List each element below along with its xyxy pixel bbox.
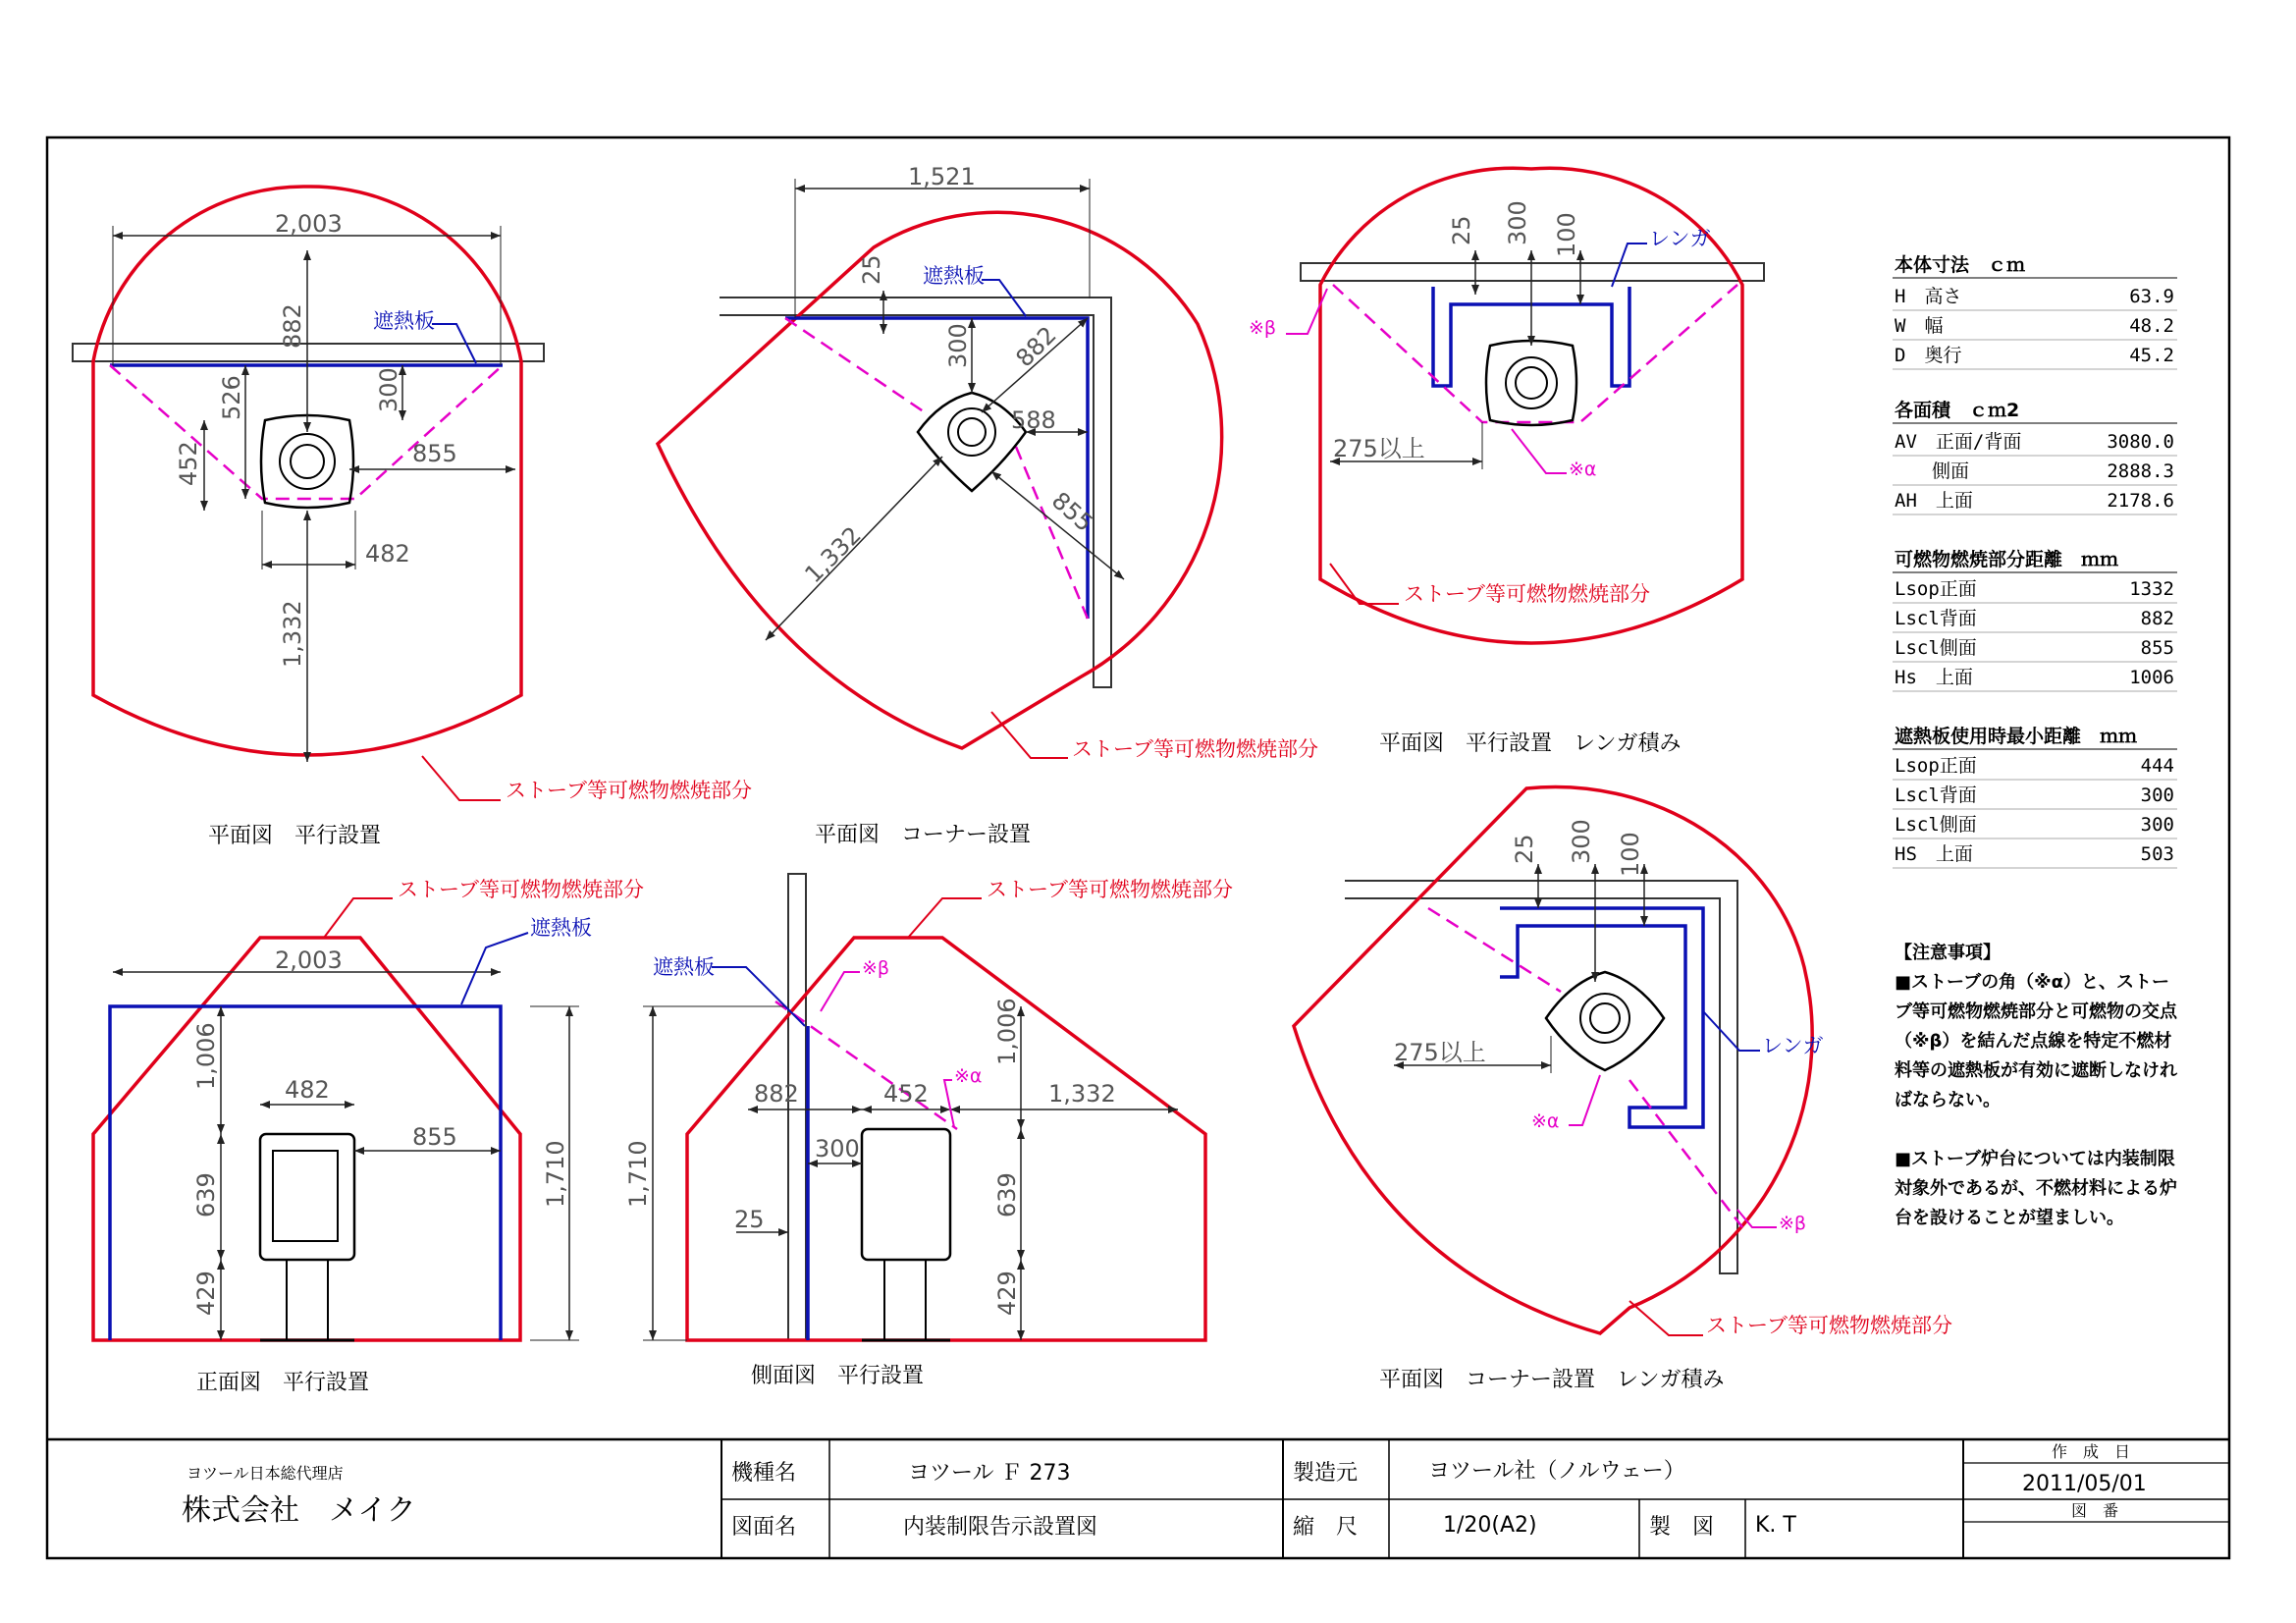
dim-label: 2,003 (275, 210, 343, 238)
dim-label: 639 (993, 1172, 1021, 1217)
dim-label: 1,332 (279, 600, 306, 668)
notes-title: 【注意事項】 (1895, 943, 2001, 963)
alpha-label: ※α (954, 1065, 983, 1087)
spec-label: Lscl背面 (1895, 608, 1977, 629)
drawing-name-value: 内装制限告示設置図 (903, 1515, 1098, 1540)
spec-table (1893, 253, 2177, 868)
dim-label: 855 (412, 1123, 457, 1151)
spec-value: 882 (2140, 608, 2174, 629)
dim-label: 855 (412, 440, 457, 467)
dim-label: 25 (734, 1206, 765, 1233)
wall (1345, 881, 1737, 1273)
spec-label: H 高さ (1895, 286, 1962, 307)
dim-label: 300 (1568, 819, 1595, 864)
notes (1895, 942, 2178, 1228)
brick-label: レンガ (1762, 1034, 1824, 1057)
spec-value: 503 (2140, 843, 2174, 865)
spec-value: 2178.6 (2107, 490, 2174, 512)
dim-label: 429 (993, 1271, 1021, 1316)
zone-label: ストーブ等可燃物燃焼部分 (398, 878, 644, 901)
view-caption: 平面図 コーナー設置 レンガ積み (1379, 1368, 1725, 1392)
shield-label: 遮熱板 (373, 309, 435, 333)
created-value: 2011/05/01 (2022, 1472, 2147, 1496)
dim-label: 275以上 (1394, 1039, 1486, 1066)
combustion-zone (1294, 787, 1812, 1333)
dim-label: 482 (365, 540, 410, 568)
dim-label: 855 (1045, 486, 1098, 538)
view-side-parallel (624, 874, 1233, 1388)
notes-line: ブ等可燃物燃焼部分と可燃物の交点 (1895, 1001, 2177, 1022)
maker-value: ヨツール社（ノルウェー） (1428, 1459, 1685, 1484)
dim-label: 882 (1010, 321, 1062, 373)
combustion-zone (687, 938, 1205, 1340)
spec-label: Hs 上面 (1895, 667, 1973, 688)
spec-value: 1332 (2129, 578, 2174, 600)
model-value: ヨツール Ｆ 273 (908, 1461, 1071, 1486)
title-block (47, 1439, 2229, 1558)
view-caption: 平面図 コーナー設置 (815, 823, 1032, 847)
beta-label: ※β (1249, 317, 1277, 339)
dim-label: 452 (175, 441, 202, 486)
dim-label: 300 (944, 323, 972, 368)
dim-label: 25 (1511, 834, 1538, 864)
spec-label: Lscl側面 (1895, 637, 1977, 659)
heat-shield (110, 1006, 501, 1340)
notes-line: （※β）を結んだ点線を特定不燃材 (1895, 1031, 2172, 1052)
maker-label: 製造元 (1293, 1461, 1359, 1486)
company-name: 株式会社 メイク (182, 1493, 416, 1528)
view-plan-parallel-brick (1249, 168, 1764, 756)
spec-value: 3080.0 (2107, 431, 2174, 453)
stove-window (273, 1151, 338, 1241)
spec-title: 本体寸法 ｃｍ (1895, 254, 2026, 276)
dim-label: 300 (375, 367, 402, 412)
stove-body (1486, 341, 1576, 425)
combustion-zone (658, 212, 1222, 748)
spec-label: HS 上面 (1895, 843, 1973, 865)
spec-label: D 奥行 (1895, 345, 1962, 366)
alpha-label: ※α (1531, 1110, 1560, 1132)
spec-label: Lscl背面 (1895, 784, 1977, 806)
spec-value: 63.9 (2129, 286, 2174, 307)
spec-label: Lsop正面 (1895, 578, 1977, 600)
zone-label: ストーブ等可燃物燃焼部分 (1706, 1314, 1952, 1337)
spec-title: 遮熱板使用時最小距離 ｍｍ (1895, 726, 2138, 747)
spec-value: 300 (2140, 814, 2174, 836)
zone-label: ストーブ等可燃物燃焼部分 (506, 779, 752, 802)
spec-value: 48.2 (2129, 315, 2174, 337)
dim-label: 275以上 (1333, 435, 1425, 462)
created-label: 作 成 日 (2052, 1442, 2131, 1461)
drawing-number-label: 図 番 (2071, 1501, 2119, 1520)
dim-label: 1,710 (542, 1140, 569, 1208)
agent-label: ヨツール日本総代理店 (187, 1464, 344, 1483)
shield-label: 遮熱板 (653, 955, 715, 979)
spec-label: AV 正面/背面 (1895, 431, 2022, 453)
dim-label: 588 (1011, 406, 1056, 434)
shield-label: 遮熱板 (530, 916, 592, 940)
spec-value: 45.2 (2129, 345, 2174, 366)
spec-label: W 幅 (1895, 315, 1944, 337)
zone-label: ストーブ等可燃物燃焼部分 (987, 878, 1233, 901)
stove-pedestal (287, 1260, 328, 1340)
dim-label: 452 (883, 1080, 929, 1108)
spec-title: 可燃物燃焼部分距離 ｍｍ (1895, 549, 2119, 570)
spec-value: 444 (2140, 755, 2174, 777)
notes-line: 対象外であるが、不燃材料による炉 (1895, 1178, 2177, 1199)
stove-body (1546, 972, 1664, 1070)
dim-label: 300 (815, 1135, 860, 1163)
view-plan-parallel (73, 187, 752, 848)
dim-label: 1,006 (993, 998, 1021, 1065)
brick-wall (1500, 908, 1703, 1127)
shield-label: 遮熱板 (923, 264, 985, 288)
dim-label: 1,006 (192, 1022, 220, 1090)
view-caption: 正面図 平行設置 (196, 1371, 370, 1395)
notes-line: ■ストーブの角（※α）と、ストー (1895, 972, 2169, 993)
zone-label: ストーブ等可燃物燃焼部分 (1404, 582, 1650, 606)
stove-flue (280, 434, 335, 489)
spec-label: AH 上面 (1895, 490, 1973, 512)
spec-value: 1006 (2129, 667, 2174, 688)
dim-label: 882 (754, 1080, 799, 1108)
notes-line: ■ストーブ炉台については内装制限 (1895, 1149, 2175, 1169)
drawing-name-label: 図面名 (731, 1515, 797, 1540)
scale-value: 1/20(A2) (1443, 1513, 1537, 1538)
view-plan-corner (658, 163, 1318, 847)
spec-value: 300 (2140, 784, 2174, 806)
dim-label: 25 (1448, 215, 1475, 245)
dim-label: 1,521 (908, 163, 976, 190)
model-label: 機種名 (731, 1461, 797, 1486)
brick-label: レンガ (1649, 227, 1711, 250)
dim-label: 300 (1504, 200, 1531, 245)
view-caption: 平面図 平行設置 レンガ積み (1379, 731, 1682, 756)
spec-value: 2888.3 (2107, 460, 2174, 482)
spec-title: 各面積 ｃｍ2 (1895, 400, 2020, 421)
dim-label: 882 (279, 303, 306, 349)
dim-label: 100 (1617, 832, 1644, 877)
view-plan-corner-brick (1294, 787, 1952, 1392)
scale-label: 縮 尺 (1293, 1515, 1359, 1540)
view-caption: 平面図 平行設置 (208, 824, 382, 848)
drafter-label: 製 図 (1649, 1515, 1715, 1540)
stove-pedestal (884, 1260, 926, 1340)
beta-label: ※β (862, 957, 890, 979)
dim-label: 429 (192, 1271, 220, 1316)
notes-line: ばならない。 (1895, 1090, 2001, 1110)
view-caption: 側面図 平行設置 (751, 1364, 925, 1388)
stove-flue-inner (291, 445, 324, 478)
dim-label: 2,003 (275, 947, 343, 974)
spec-value: 855 (2140, 637, 2174, 659)
dim-label: 526 (218, 375, 245, 420)
zone-label: ストーブ等可燃物燃焼部分 (1072, 737, 1318, 761)
dim-label: 1,332 (799, 520, 867, 589)
spec-label: Lsop正面 (1895, 755, 1977, 777)
spec-label: 側面 (1895, 460, 1970, 482)
dim-label: 1,332 (1048, 1080, 1116, 1108)
wall (1301, 263, 1764, 281)
drafter-value: K. T (1755, 1513, 1796, 1538)
notes-line: 料等の遮熱板が有効に遮断しなけれ (1895, 1060, 2177, 1081)
dim-label: 100 (1553, 212, 1580, 257)
dim-label: 639 (192, 1172, 220, 1217)
beta-label: ※β (1779, 1213, 1807, 1234)
stove-body (862, 1129, 950, 1260)
dim-label: 25 (858, 254, 885, 285)
view-front-parallel (93, 878, 644, 1395)
spec-label: Lscl側面 (1895, 814, 1977, 836)
alpha-label: ※α (1569, 459, 1597, 480)
dim-label: 482 (285, 1076, 330, 1104)
dim-label: 1,710 (624, 1140, 652, 1208)
notes-line: 台を設けることが望ましい。 (1895, 1208, 2124, 1228)
